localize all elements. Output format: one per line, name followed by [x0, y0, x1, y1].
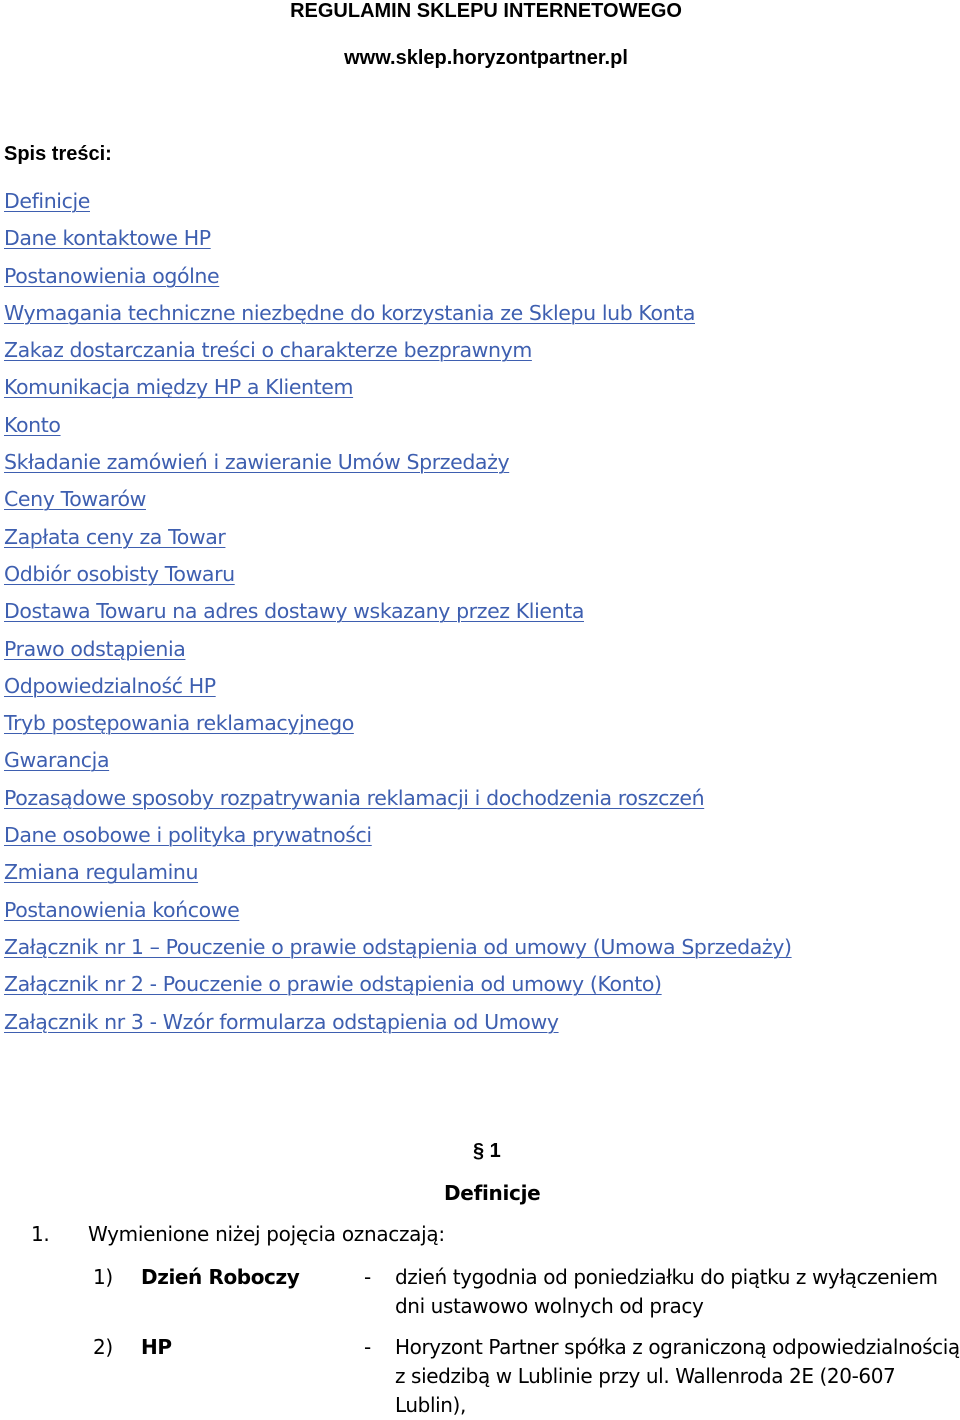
document-website: www.sklep.horyzontpartner.pl — [344, 47, 628, 69]
toc-item — [4, 374, 792, 411]
definition-dash: - — [364, 1265, 371, 1289]
definition-item — [0, 1333, 960, 1420]
toc-item — [4, 561, 792, 598]
toc-item — [4, 449, 792, 486]
toc-item — [4, 486, 792, 523]
toc-item — [4, 412, 792, 449]
intro-number: 1. — [31, 1222, 50, 1246]
toc-link-ceny-towarow[interactable]: Ceny Towarów — [4, 487, 146, 512]
intro-text: Wymienione niżej pojęcia oznaczają: — [88, 1222, 445, 1246]
toc-link-zalacznik-1[interactable]: Załącznik nr 1 – Pouczenie o prawie odstąpienia od umowy (Umowa Sprzedaży) — [4, 934, 792, 959]
document-title: REGULAMIN SKLEPU INTERNETOWEGO — [290, 0, 682, 22]
definition-term: HP — [141, 1335, 172, 1359]
definition-item — [0, 1263, 960, 1321]
definition-number: 2) — [93, 1335, 113, 1359]
definition-term: Dzień Roboczy — [141, 1265, 300, 1289]
toc-heading: Spis treści: — [4, 143, 112, 165]
toc-link-gwarancja[interactable]: Gwarancja — [4, 748, 110, 773]
toc-link-zalacznik-3[interactable]: Załącznik nr 3 - Wzór formularza odstąpienia od Umowy — [4, 1009, 559, 1034]
toc-link-komunikacja[interactable]: Komunikacja między HP a Klientem — [4, 375, 354, 400]
toc-item — [4, 747, 792, 784]
toc-item — [4, 263, 792, 300]
table-of-contents — [4, 188, 792, 1046]
toc-link-postanowienia-ogolne[interactable]: Postanowienia ogólne — [4, 263, 220, 288]
definition-number: 1) — [93, 1265, 113, 1289]
toc-item — [4, 934, 792, 971]
toc-item — [4, 859, 792, 896]
toc-link-postanowienia-koncowe[interactable]: Postanowienia końcowe — [4, 897, 240, 922]
toc-link-odbior-osobisty[interactable]: Odbiór osobisty Towaru — [4, 561, 235, 586]
toc-link-prawo-odstapienia[interactable]: Prawo odstąpienia — [4, 636, 186, 661]
definition-description: Horyzont Partner spółka z ograniczoną odpowiedzialnością z siedzibą w Lublinie przy ul. Wallenroda 2E (20-607 Lublin), — [395, 1335, 960, 1417]
toc-link-wymagania-techniczne[interactable]: Wymagania techniczne niezbędne do korzystania ze Sklepu lub Konta — [4, 300, 695, 325]
toc-link-zaplata-ceny[interactable]: Zapłata ceny za Towar — [4, 524, 226, 549]
toc-link-skladanie-zamowien[interactable]: Składanie zamówień i zawieranie Umów Sprzedaży — [4, 450, 510, 475]
toc-link-definicje[interactable]: Definicje — [4, 189, 90, 213]
definition-description: dzień tygodnia od poniedziałku do piątku z wyłączeniem dni ustawowo wolnych od pracy — [395, 1265, 938, 1318]
toc-item — [4, 636, 792, 673]
toc-link-zakaz-tresci[interactable]: Zakaz dostarczania treści o charakterze bezprawnym — [4, 338, 532, 363]
section-title: Definicje — [444, 1181, 541, 1205]
toc-item — [4, 822, 792, 859]
toc-item — [4, 598, 792, 635]
toc-item — [4, 524, 792, 561]
toc-item — [4, 188, 792, 225]
toc-link-zalacznik-2[interactable]: Załącznik nr 2 - Pouczenie o prawie odstąpienia od umowy (Konto) — [4, 972, 662, 997]
toc-link-dane-kontaktowe[interactable]: Dane kontaktowe HP — [4, 226, 211, 251]
toc-link-odpowiedzialnosc[interactable]: Odpowiedzialność HP — [4, 673, 216, 698]
toc-item — [4, 1009, 792, 1046]
toc-item — [4, 337, 792, 374]
section-symbol: § 1 — [473, 1140, 501, 1162]
toc-item — [4, 300, 792, 337]
toc-link-konto[interactable]: Konto — [4, 412, 61, 437]
definition-dash: - — [364, 1335, 371, 1359]
toc-item — [4, 897, 792, 934]
toc-link-pozasadowe[interactable]: Pozasądowe sposoby rozpatrywania reklamacji i dochodzenia roszczeń — [4, 785, 705, 810]
definitions-list — [0, 1263, 960, 1420]
toc-item — [4, 971, 792, 1008]
toc-link-tryb-reklamacyjny[interactable]: Tryb postępowania reklamacyjnego — [4, 711, 354, 736]
toc-link-dane-osobowe[interactable]: Dane osobowe i polityka prywatności — [4, 823, 372, 848]
toc-item — [4, 785, 792, 822]
toc-item — [4, 673, 792, 710]
toc-item — [4, 225, 792, 262]
toc-item — [4, 710, 792, 747]
toc-link-dostawa-towaru[interactable]: Dostawa Towaru na adres dostawy wskazany przez Klienta — [4, 599, 584, 624]
toc-link-zmiana-regulaminu[interactable]: Zmiana regulaminu — [4, 860, 199, 885]
